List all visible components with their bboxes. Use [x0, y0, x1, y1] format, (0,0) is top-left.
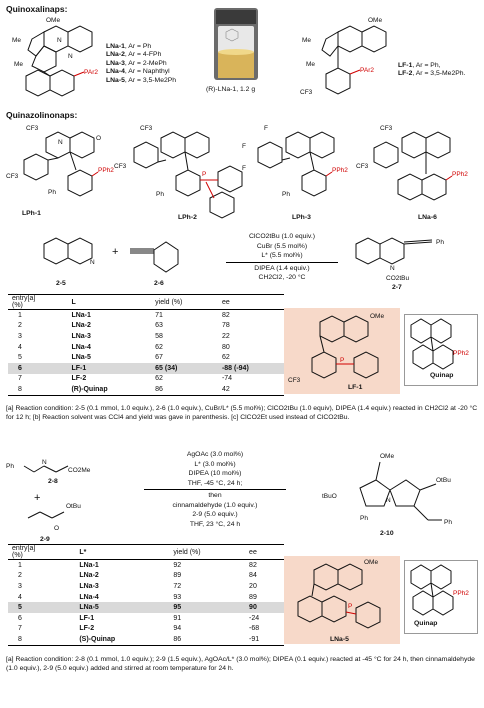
table-cell: -68 [249, 625, 260, 633]
svg-text:Ph: Ph [360, 515, 368, 522]
svg-text:F: F [242, 165, 246, 172]
table-cell: LF-1 [79, 614, 95, 622]
svg-text:tBuO: tBuO [322, 493, 337, 500]
table-row [8, 310, 284, 321]
svg-text:OMe: OMe [380, 453, 395, 460]
product-label-2-7: 2-7 [392, 284, 402, 291]
table-cell: LNa-5 [71, 354, 91, 362]
svg-text:CF3: CF3 [356, 163, 369, 170]
product-label-2-10: 2-10 [380, 530, 394, 537]
table-row [8, 352, 284, 363]
table-cell: 5 [8, 602, 75, 613]
inset-label-lna-5: LNa-5 [330, 636, 349, 643]
ligand-na-1: LNa-1, Ar = Ph [106, 43, 152, 50]
table-cell: LNa-1 [79, 561, 99, 569]
table-row [8, 571, 284, 582]
table-cell: LNa-3 [79, 582, 99, 590]
table-cell: 3 [18, 332, 22, 340]
table-cell: 22 [221, 332, 230, 340]
svg-text:O: O [54, 525, 60, 532]
section-title-quinoxalinaps: Quinoxalinaps: [6, 4, 68, 14]
plus-sign: + [112, 246, 119, 258]
table-cell: 94 [173, 625, 182, 633]
svg-text:Ph: Ph [444, 519, 452, 526]
table-row [8, 592, 284, 603]
table-row [8, 634, 284, 645]
table-cell: 2 [18, 572, 22, 580]
inset-label-lf-1: LF-1 [348, 384, 363, 391]
label-lph-1: LPh-1 [22, 210, 41, 217]
vial-caption: (R)-LNa-1, 1.2 g [206, 86, 256, 93]
quinap-label-2: Quinap [414, 620, 438, 627]
ligand-na-2: LNa-2, Ar = 4-FPh [106, 51, 162, 59]
svg-text:CO2Me: CO2Me [68, 467, 91, 474]
table-cell: 6 [8, 363, 67, 374]
svg-text:N: N [42, 459, 47, 466]
structure-lna-6 [356, 125, 468, 200]
table-row [8, 342, 284, 353]
svg-text:Ph: Ph [282, 191, 290, 198]
svg-text:CF3: CF3 [26, 125, 39, 132]
svg-text:Ph: Ph [48, 189, 56, 196]
plus-sign-2: + [34, 492, 41, 504]
ome-label: OMe [46, 17, 61, 24]
table-2-header [8, 545, 284, 560]
table-cell: 86 [151, 384, 218, 395]
table-1-col-yield: yield (%) [151, 295, 218, 310]
svg-text:CF3: CF3 [380, 125, 393, 132]
table-row [8, 560, 284, 571]
table-cell: 82 [221, 311, 230, 319]
svg-text:P: P [202, 171, 207, 178]
table-row [8, 331, 284, 342]
table-cell: 91 [173, 614, 182, 622]
me-label-f: Me [302, 37, 312, 44]
table-row [8, 321, 284, 332]
me-label-f2: Me [306, 61, 316, 68]
structure-lph-3 [242, 125, 348, 198]
n-label-2: N [68, 53, 73, 60]
ligand-na-5: LNa-5, Ar = 3,5-Me2Ph [106, 76, 177, 84]
svg-text:Ph: Ph [6, 463, 14, 470]
par2-label-f: PAr2 [360, 67, 374, 74]
table-cell: 3 [18, 582, 22, 590]
svg-text:CO2tBu: CO2tBu [386, 275, 410, 282]
table-cell: 20 [249, 582, 257, 590]
svg-text:OMe: OMe [370, 313, 385, 320]
table-cell: 8 [8, 384, 67, 395]
table-row [8, 581, 284, 592]
table-cell: 8 [8, 634, 75, 645]
me-label: Me [12, 37, 22, 44]
quinoxalinap-f-structure [298, 14, 398, 104]
product-2-7-structure [350, 230, 480, 290]
quinap-label-1: Quinap [430, 372, 454, 379]
svg-text:P: P [348, 603, 353, 610]
table-cell: 7 [18, 625, 22, 633]
table-cell: LNa-2 [71, 322, 91, 330]
svg-text:PPh2: PPh2 [332, 167, 348, 174]
table-1-col-entry: entry[a] (%) [8, 295, 67, 310]
cf3-label-f: CF3 [300, 89, 313, 96]
table-cell: 89 [173, 572, 182, 580]
footnote-1: [a] Reaction condition: 2-5 (0.1 mmol, 1.0 equiv.), 2-6 (1.0 equiv.), CuBr/L* (5.5 mol%); ClCO2tBu (1.0 equiv), DIPEA (1.4 equiv.) reacted in CH2Cl2 at -20 °C for 12 h; [b] Reaction solvent was CCl4 and yield was gave in parenthesis. [c] ClCO2Et used instead of ClCO2tBu. [6, 405, 478, 422]
table-cell: 84 [249, 572, 257, 580]
table-row [8, 384, 284, 395]
table-2-col-yield: yield (%) [169, 545, 245, 560]
table-2-col-ee: ee [245, 545, 284, 560]
table-cell: 42 [218, 384, 284, 395]
table-cell: (R)-Quinap [67, 384, 151, 395]
sm-label-2-5: 2-5 [56, 280, 66, 287]
table-cell: 90 [245, 602, 284, 613]
table-2-col-entry: entry[a] (%) [8, 545, 75, 560]
table-cell: LF-2 [79, 625, 95, 633]
table-row [8, 624, 284, 635]
svg-text:Ph: Ph [436, 239, 444, 246]
sm-label-2-8: 2-8 [48, 478, 58, 485]
table-cell: 62 [155, 375, 163, 383]
table-cell: LF-1 [67, 363, 151, 374]
label-lna-6: LNa-6 [418, 214, 437, 221]
table-cell: 92 [173, 561, 182, 569]
table-cell: 58 [155, 332, 163, 340]
table-2-col-l: L* [75, 545, 169, 560]
table-cell: -24 [249, 614, 260, 622]
table-cell: 71 [155, 311, 163, 319]
table-cell: 93 [173, 593, 182, 601]
svg-text:OtBu: OtBu [436, 477, 451, 484]
svg-text:O: O [96, 135, 102, 142]
product-2-10-structure [320, 448, 480, 548]
table-cell: 1 [18, 311, 22, 319]
table-cell: 65 (34) [151, 363, 218, 374]
table-cell: 82 [249, 561, 257, 569]
table-2 [8, 544, 284, 646]
table-cell: -88 (-94) [218, 363, 284, 374]
svg-text:N: N [386, 497, 391, 504]
table-cell: 62 [221, 354, 230, 362]
svg-text:PPh2: PPh2 [453, 590, 469, 597]
table-row [8, 602, 284, 613]
structure-lph-1 [6, 125, 114, 196]
svg-text:CF3: CF3 [114, 163, 127, 170]
svg-text:N: N [58, 139, 63, 146]
table-cell: 5 [18, 354, 22, 362]
table-cell: 6 [18, 614, 22, 622]
section-title-quinazolinonaps: Quinazolinonaps: [6, 110, 78, 120]
svg-text:N: N [390, 265, 395, 272]
par2-label: PAr2 [84, 69, 98, 76]
svg-text:CF3: CF3 [140, 125, 153, 132]
structure-lph-2 [114, 125, 242, 218]
table-cell: LF-2 [71, 375, 87, 383]
table-cell: 86 [169, 634, 245, 645]
rxn1-conditions: ClCO2tBu (1.0 equiv.) CuBr (5.5 mol%) L* (5.5 mol%) DIPEA (1.4 equiv.) CH2Cl2, -20 °C [222, 232, 342, 283]
svg-text:CF3: CF3 [288, 377, 301, 384]
table-1-header [8, 295, 284, 310]
svg-text:PPh2: PPh2 [452, 171, 468, 178]
svg-text:CF3: CF3 [6, 173, 19, 180]
table-cell: 7 [18, 375, 22, 383]
table-1-col-ee: ee [218, 295, 284, 310]
ligand-f-2: LF-2, Ar = 3,5-Me2Ph. [398, 70, 466, 78]
table-cell: 67 [155, 354, 163, 362]
ligand-na-list [106, 43, 176, 85]
table-cell: LNa-2 [79, 572, 99, 580]
table-cell: -91 [245, 634, 284, 645]
ligand-na-4: LNa-4, Ar = Naphthyl [106, 68, 170, 76]
footnote-2: [a] Reaction condition: 2-8 (0.1 mmol, 1.0 equiv.); 2-9 (1.5 equiv.), AgOAc/L* (3.0 mol%); DIPEA (0.1 equiv.) reacted at -45 °C for 24 h, then cinnamaldehyde (1.0 equiv.), 2-9 (5.0 equiv.) added and stirred at room temperature for 24 h. [6, 656, 475, 673]
reaction-2-reactants [6, 456, 116, 546]
table-row [8, 363, 284, 374]
rxn2-conditions: AgOAc (3.0 mol%) L* (3.0 mol%) DIPEA (10 mol%) THF, -45 °C, 24 h; then cinnamaldehyde (1.0 equiv.) 2-9 (5.0 equiv.) THF, 23 °C, 24 h [140, 450, 290, 529]
table-row [8, 374, 284, 385]
svg-text:PPh2: PPh2 [98, 167, 114, 174]
table-cell: 78 [221, 322, 230, 330]
table-row [8, 613, 284, 624]
table-cell: LNa-5 [75, 602, 169, 613]
n-label: N [57, 37, 62, 44]
svg-text:F: F [242, 143, 246, 150]
highlighted-ligand-box [284, 308, 400, 394]
sm-label-2-6: 2-6 [154, 280, 164, 287]
svg-text:PPh2: PPh2 [453, 350, 469, 357]
ligand-na-3: LNa-3, Ar = 2-MePh [106, 59, 167, 67]
table-1-col-l: L [67, 295, 151, 310]
quinoxalinap-structure [6, 14, 106, 104]
table-cell: -74 [221, 375, 233, 383]
svg-text:Ph: Ph [156, 191, 164, 198]
table-cell: 80 [221, 343, 230, 351]
ome-label-f: OMe [368, 17, 383, 24]
table-cell: 2 [18, 322, 22, 330]
table-cell: LNa-1 [71, 311, 91, 319]
me-label-2: Me [14, 61, 24, 68]
table-cell: 72 [173, 582, 182, 590]
highlighted-ligand-box-2 [284, 556, 400, 644]
table-cell: 1 [18, 561, 22, 569]
quinazolinonap-structures [6, 120, 480, 225]
table-1 [8, 294, 284, 396]
label-lph-3: LPh-3 [292, 214, 311, 221]
vial-photo [204, 8, 268, 82]
ligand-f-list [398, 62, 465, 79]
svg-text:OtBu: OtBu [66, 503, 81, 510]
table-cell: 63 [155, 322, 163, 330]
ligand-f-1: LF-1, Ar = Ph, [398, 62, 441, 69]
table-cell: 4 [18, 593, 22, 601]
table-cell: 4 [18, 343, 22, 351]
table-cell: LNa-3 [71, 332, 91, 340]
svg-text:OMe: OMe [364, 559, 379, 566]
quinoline-structure [36, 232, 119, 278]
svg-text:N: N [90, 259, 95, 266]
sm-label-2-9: 2-9 [40, 536, 50, 543]
svg-text:P: P [340, 357, 345, 364]
table-cell: 89 [249, 593, 257, 601]
phenylacetylene-structure [126, 232, 206, 278]
svg-text:F: F [264, 125, 268, 132]
table-cell: LNa-4 [71, 343, 91, 351]
table-cell: (S)-Quinap [75, 634, 169, 645]
table-cell: 95 [169, 602, 245, 613]
table-cell: LNa-4 [79, 593, 99, 601]
label-lph-2: LPh-2 [178, 214, 197, 221]
table-cell: 62 [155, 343, 163, 351]
